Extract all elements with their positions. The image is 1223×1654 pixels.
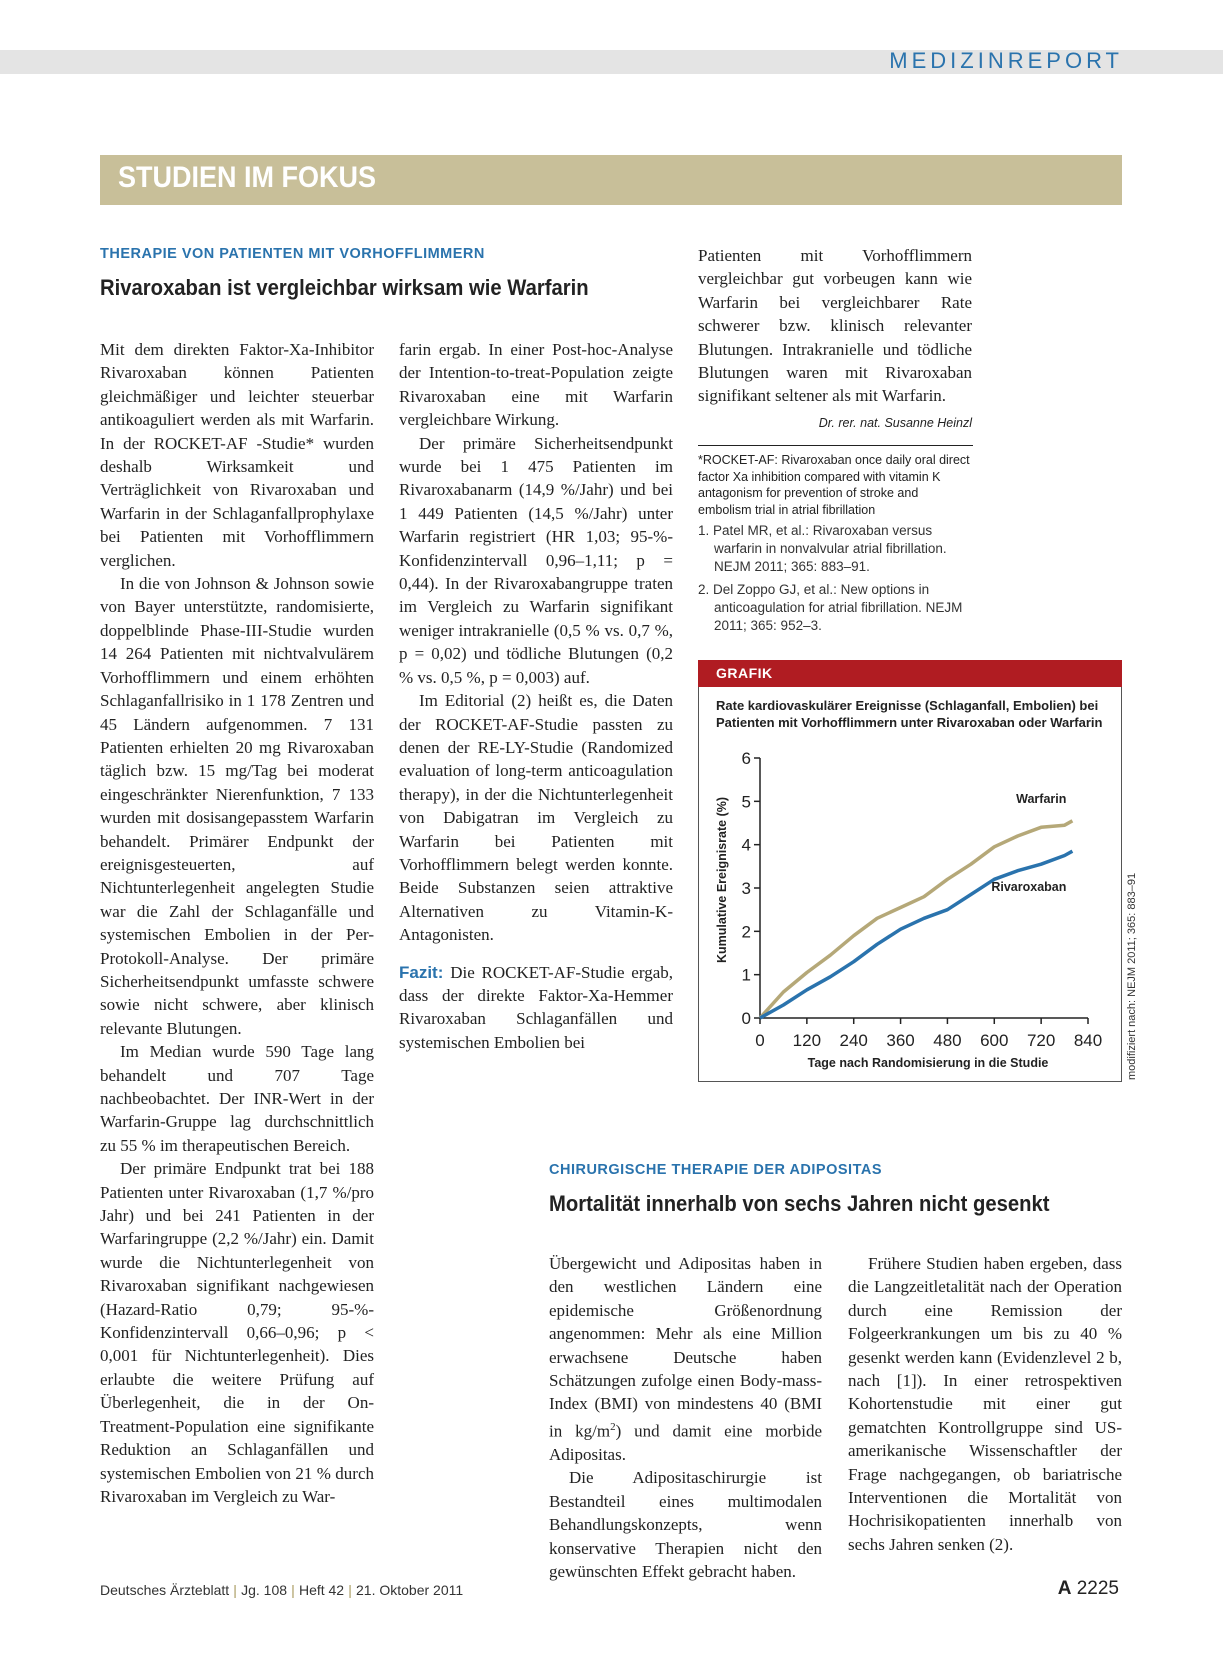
y-axis-label: Kumulative Ereignisrate (%): [715, 796, 729, 964]
separator: |: [291, 1582, 295, 1598]
y-tick-label: 2: [741, 922, 751, 942]
article2-kicker: CHIRURGISCHE THERAPIE DER ADIPOSITAS: [549, 1162, 882, 1178]
issue: Heft 42: [298, 1582, 345, 1598]
footnote-rule: [698, 445, 973, 446]
paragraph: farin ergab. In einer Post-hoc-Analyse der Intention-to-treat-Population zeigte Rivaroxaban eine mit Warfarin vergleichbare Wirkung.: [399, 340, 673, 430]
section-name: MEDIZINREPORT: [889, 48, 1123, 73]
paragraph-text: ) und damit eine morbide Adipositas.: [549, 1421, 823, 1464]
chart-title: Rate kardiovaskulärer Ereignisse (Schlaganfall, Embolien) bei Patienten mit Vorhofflimmern unter Rivaroxaban oder Warfarin: [716, 698, 1103, 730]
article2-headline: Mortalität innerhalb von sechs Jahren nicht gesenkt: [549, 1191, 1050, 1216]
footer: [100, 1582, 463, 1598]
volume: Jg. 108: [241, 1582, 288, 1598]
paragraph-text: Patienten mit Vorhofflimmern vergleichbar gut vorbeugen kann wie Warfarin bei vergleichbarer Rate schwerer bzw. klinisch relevanter Blutungen. Intrakranielle und tödliche Blutungen waren mit Rivaroxaban signifikant seltener als mit Warfarin.: [698, 246, 972, 406]
series-label-warfarin: Warfarin: [1016, 791, 1067, 806]
grafik-label: GRAFIK: [716, 665, 773, 681]
article2-column-2: [848, 1252, 1122, 1556]
separator: |: [348, 1582, 353, 1598]
journal-name: Deutsches Ärzteblatt: [100, 1582, 230, 1598]
paragraph: Die Adipositaschirurgie ist Bestandteil eines multimodalen Behandlungskonzepts, wenn konservative Therapien nicht den gewünschten Effekt gebracht haben.: [549, 1468, 822, 1581]
article1-column-1: [100, 338, 374, 1508]
fazit-label: Fazit:: [399, 962, 444, 982]
y-tick-label: 4: [741, 835, 751, 855]
event-rate-chart: [698, 740, 1122, 1080]
article1-column-3: [698, 244, 972, 435]
paragraph-text: Übergewicht und Adipositas haben in den westlichen Ländern eine epidemische Größenordnung angenommen: Mehr als eine Million erwachsene Deutsche haben Schätzungen zufolge einen Body-mass-Index (BMI) von mindestens 40 (BMI in kg/m: [549, 1254, 822, 1441]
superscript: 2: [610, 1420, 616, 1433]
x-tick-label: 0: [755, 1031, 765, 1050]
x-tick-label: 600: [980, 1031, 1009, 1050]
paragraph: In die von Johnson & Johnson sowie von Bayer unterstützte, randomisierte, doppelblinde Phase-III-Studie wurden 14 264 Patienten mit nichtvalvulärem Vorhofflimmern und einem erhöhten Schlaganfallrisiko in 1 178 Zentren und 45 Ländern aufgenommen. 7 131 Patienten erhielten 20 mg Rivaroxaban täglich bzw. 15 mg/Tag bei moderat eingeschränkter Nierenfunktion, 7 133 wurden mit dosisangepasstem Warfarin behandelt. Primärer Endpunkt der ereignisgesteuerten, auf Nichtunterlegenheit angelegten Studie war die Zahl der Schlaganfälle und systemischen Embolien in der Per-Protokoll-Analyse. Der primäre Sicherheitsendpunkt umfasste schwere sowie nicht schwere, aber klinisch relevante Blutungen.: [100, 574, 374, 1038]
paragraph: Der primäre Sicherheitsendpunkt wurde bei 1 475 Patienten im Rivaroxabanarm (14,9 %/Jahr) und bei 1 449 Patienten (14,5 %/Jahr) unter Warfarin registriert (HR 1,03; 95-%-Konfidenzintervall 0,96–1,11; p = 0,44). In der Rivaroxabangruppe traten im Vergleich zu Warfarin signifikant weniger intrakranielle (0,5 % vs. 0,7 %, p = 0,02) und tödliche Blutungen (0,2 % vs. 0,5 %, p = 0,003) auf.: [399, 433, 673, 687]
y-tick-label: 3: [741, 879, 751, 898]
issue-date: 21. Oktober 2011: [356, 1582, 464, 1598]
page-value: 2225: [1076, 1578, 1119, 1599]
x-tick-label: 480: [933, 1031, 962, 1050]
x-tick-label: 360: [886, 1031, 915, 1050]
paragraph: Mit dem direkten Faktor-Xa-Inhibitor Rivaroxaban können Patienten gleichmäßiger und leichter steuerbar antikoaguliert werden als mit Warfarin. In der ROCKET-AF -Studie* wurden deshalb Wirksamkeit und Verträglichkeit von Rivaroxaban und Warfarin in der Schlaganfallprophylaxe bei Patienten mit Vorhofflimmern verglichen.: [100, 340, 374, 570]
grafik-header: [698, 660, 1122, 687]
page-number: [1058, 1578, 1119, 1600]
chart-series: [760, 792, 1072, 1018]
x-tick-label: 840: [1073, 1031, 1103, 1050]
banner-title: STUDIEN IM FOKUS: [118, 161, 377, 194]
paragraph: [698, 244, 972, 430]
series-label-rivaroxaban: Rivaroxaban: [991, 880, 1067, 895]
article1-headline: Rivaroxaban ist vergleichbar wirksam wie Warfarin: [100, 275, 589, 300]
y-tick-label: 5: [741, 792, 751, 812]
fazit: [399, 961, 673, 1055]
studien-banner: [100, 155, 1122, 205]
paragraph: Der primäre Endpunkt trat bei 188 Patienten unter Rivaroxaban (1,7 %/pro Jahr) und bei 241 Patienten in der Warfaringruppe (2,2 %/Jahr) ein. Damit wurde die Nichtunterlegenheit von Rivaroxaban signifikant nachgewiesen (Hazard-Ratio 0,79; 95-%-Konfidenzintervall 0,66–0,96; p < 0,001 für Nichtunterlegenheit). Dies erlaubte die weitere Prüfung auf Überlegenheit, die in der On-Treatment-Population eine signifikante Reduktion an Schlaganfällen und systemischen Embolien von 21 % durch Rivaroxaban im Vergleich zu War-: [100, 1159, 374, 1506]
series-line-rivaroxaban: [760, 851, 1072, 1018]
y-tick-label: 6: [741, 749, 751, 768]
x-axis-label: Tage nach Randomisierung in die Studie: [807, 1056, 1049, 1070]
fazit-text: Die ROCKET-AF-Studie ergab, dass der direkte Faktor-Xa-Hemmer Rivaroxaban Schlaganfällen und systemischen Embolien bei: [399, 962, 673, 1052]
article2-column-1: [549, 1252, 822, 1583]
reference-item: 2. Del Zoppo GJ, et al.: New options in anticoagulation for atrial fibrillation. NEJM 2011; 365: 952–3.: [698, 582, 963, 633]
article1-kicker: THERAPIE VON PATIENTEN MIT VORHOFFLIMMERN: [100, 246, 485, 262]
separator: |: [233, 1582, 238, 1598]
chart-credit: modifiziert nach: NEJM 2011; 365: 883–91: [1126, 872, 1138, 1080]
paragraph: [549, 1252, 822, 1466]
x-tick-label: 240: [839, 1031, 868, 1050]
page-prefix: A: [1057, 1578, 1072, 1599]
paragraph: Im Median wurde 590 Tage lang behandelt und 707 Tage nachbeobachtet. Der INR-Wert in der Warfarin-Gruppe lag durchschnittlich zu 55 % im therapeutischen Bereich.: [100, 1042, 374, 1155]
y-tick-label: 1: [741, 965, 751, 985]
article1-column-2: [399, 338, 673, 1054]
references-list: [698, 522, 973, 640]
paragraph: Frühere Studien haben ergeben, dass die Langzeitletalität nach der Operation durch eine Remission der Folgeerkrankungen um bis zu 40 % gesenkt werden kann (Evidenzlevel 2 b, nach [1]). In einer retrospektiven Kohortenstudie mit einer gut gematchten Kontrollgruppe sind US-amerikanische Wissenschaftler der Frage nachgegangen, ob bariatrische Interventionen die Mortalität von Hochrisikopatienten innerhalb von sechs Jahren senken (2).: [848, 1254, 1122, 1554]
x-tick-label: 120: [792, 1031, 822, 1050]
author: Dr. rer. nat. Susanne Heinzl: [818, 415, 972, 430]
y-tick-label: 0: [741, 1009, 751, 1028]
paragraph: Im Editorial (2) heißt es, die Daten der ROCKET-AF-Studie passten zu denen der RE-LY-Studie (Randomized evaluation of long-term anticoagulation therapy), in der die Nichtunterlegenheit von Dabigatran im Vergleich zu Warfarin bei Patienten mit Vorhofflimmern belegt werden konnte. Beide Substanzen seien attraktive Alternativen zu Vitamin-K-Antagonisten.: [399, 691, 673, 945]
x-tick-label: 720: [1026, 1031, 1056, 1050]
reference-item: 1. Patel MR, et al.: Rivaroxaban versus warfarin in nonvalvular atrial fibrillation. NEJM 2011; 365: 883–91.: [698, 523, 947, 574]
footnote: *ROCKET-AF: Rivaroxaban once daily oral direct factor Xa inhibition compared with vitamin K antagonism for prevention of stroke and embolism trial in atrial fibrillation: [698, 453, 970, 517]
